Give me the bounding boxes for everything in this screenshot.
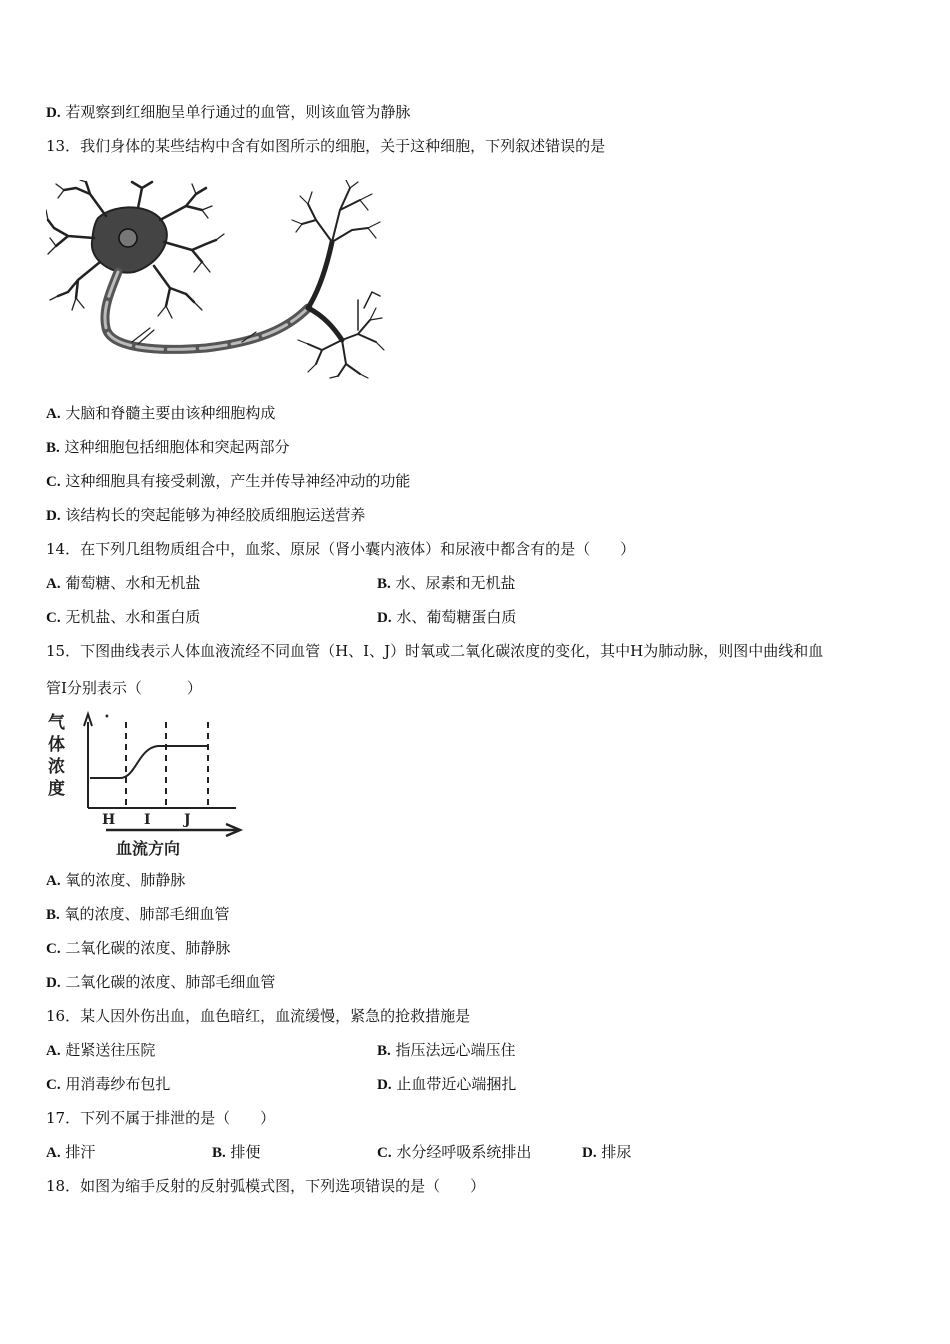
q17-option-c — [377, 1142, 531, 1163]
x-tick-label: I — [144, 812, 151, 828]
option-text: 水分经呼吸系统排出 — [396, 1143, 532, 1161]
option-letter: C. — [46, 610, 61, 626]
x-tick-label: J — [184, 812, 191, 828]
q15-stem-line1: 15．下图曲线表示人体血液流经不同血管（H、I、J）时氧或二氧化碳浓度的变化，其中H为肺动脉，则图中曲线和血 — [46, 642, 824, 660]
option-letter: D. — [582, 1145, 597, 1161]
option-letter: D. — [46, 105, 61, 121]
option-text: 葡萄糖、水和无机盐 — [65, 574, 201, 592]
q16-option-a — [46, 1040, 155, 1061]
gas-concentration-chart — [46, 708, 246, 864]
q12-option-d — [46, 102, 410, 123]
option-text: 赶紧送往压院 — [65, 1041, 156, 1059]
x-axis-label: 血流方向 — [116, 839, 181, 858]
option-letter: C. — [46, 941, 61, 957]
concentration-curve — [90, 746, 208, 778]
option-text: 氧的浓度、肺静脉 — [65, 871, 186, 889]
option-letter: A. — [46, 576, 61, 592]
q16-stem: 16．某人因外伤出血，血色暗红，血流缓慢，紧急的抢救措施是 — [46, 1007, 471, 1025]
option-text: 用消毒纱布包扎 — [65, 1075, 171, 1093]
q15-stem-line2: 管Ⅰ分别表示（ ） — [46, 679, 202, 697]
option-letter: D. — [46, 975, 61, 991]
option-text: 这种细胞包括细胞体和突起两部分 — [64, 438, 290, 456]
option-letter: C. — [377, 1145, 392, 1161]
q18-stem: 18．如图为缩手反射的反射弧模式图，下列选项错误的是（ ） — [46, 1177, 486, 1195]
q16-option-b — [377, 1040, 516, 1061]
svg-text:•: • — [104, 712, 110, 723]
q17-option-b — [212, 1142, 261, 1163]
q13-option-d — [46, 505, 365, 526]
option-letter: B. — [377, 576, 391, 592]
option-letter: A. — [46, 1043, 61, 1059]
option-letter: B. — [46, 907, 60, 923]
q17-option-d — [582, 1142, 631, 1163]
q17-option-a — [46, 1142, 95, 1163]
q16-option-c — [46, 1074, 170, 1095]
q17-stem: 17．下列不属于排泄的是（ ） — [46, 1109, 276, 1127]
option-letter: A. — [46, 1145, 61, 1161]
option-letter: A. — [46, 406, 61, 422]
q16-option-d — [377, 1074, 516, 1095]
option-text: 水、尿素和无机盐 — [395, 574, 516, 592]
q14-option-d — [377, 607, 516, 628]
q15-option-c — [46, 938, 230, 959]
option-text: 排便 — [230, 1143, 261, 1161]
q13-option-b — [46, 437, 290, 458]
option-text: 止血带近心端捆扎 — [396, 1075, 517, 1093]
y-axis-label-char: 浓 — [48, 757, 65, 777]
option-text: 排汗 — [65, 1143, 96, 1161]
option-text: 无机盐、水和蛋白质 — [65, 608, 201, 626]
q14-option-a — [46, 573, 200, 594]
option-text: 水、葡萄糖蛋白质 — [396, 608, 517, 626]
q15-option-d — [46, 972, 275, 993]
option-letter: B. — [46, 440, 60, 456]
q14-option-c — [46, 607, 200, 628]
option-letter: D. — [46, 508, 61, 524]
q15-option-b — [46, 904, 230, 925]
q15-option-a — [46, 870, 185, 891]
y-axis-label-char: 体 — [48, 735, 65, 755]
option-text: 该结构长的突起能够为神经胶质细胞运送营养 — [65, 506, 366, 524]
option-letter: B. — [377, 1043, 391, 1059]
option-text: 指压法远心端压住 — [395, 1041, 516, 1059]
option-letter: A. — [46, 873, 61, 889]
q13-option-a — [46, 403, 275, 424]
x-tick-label: H — [102, 812, 116, 828]
option-text: 二氧化碳的浓度、肺静脉 — [65, 939, 231, 957]
option-text: 排尿 — [601, 1143, 632, 1161]
neuron-figure — [46, 180, 386, 380]
y-axis-label-char: 气 — [48, 713, 65, 733]
option-letter: D. — [377, 1077, 392, 1093]
q14-option-b — [377, 573, 516, 594]
option-letter: D. — [377, 610, 392, 626]
y-axis-label-char: 度 — [48, 779, 65, 799]
q13-stem: 13．我们身体的某些结构中含有如图所示的细胞，关于这种细胞，下列叙述错误的是 — [46, 137, 606, 155]
q14-stem: 14．在下列几组物质组合中，血浆、原尿（肾小囊内液体）和尿液中都含有的是（ ） — [46, 540, 636, 558]
option-letter: C. — [46, 474, 61, 490]
q13-option-c — [46, 471, 410, 492]
option-letter: B. — [212, 1145, 226, 1161]
option-text: 这种细胞具有接受刺激，产生并传导神经冲动的功能 — [65, 472, 411, 490]
option-text: 二氧化碳的浓度、肺部毛细血管 — [65, 973, 276, 991]
option-text: 大脑和脊髓主要由该种细胞构成 — [65, 404, 276, 422]
option-text: 若观察到红细胞呈单行通过的血管，则该血管为静脉 — [65, 103, 411, 121]
option-letter: C. — [46, 1077, 61, 1093]
option-text: 氧的浓度、肺部毛细血管 — [64, 905, 230, 923]
